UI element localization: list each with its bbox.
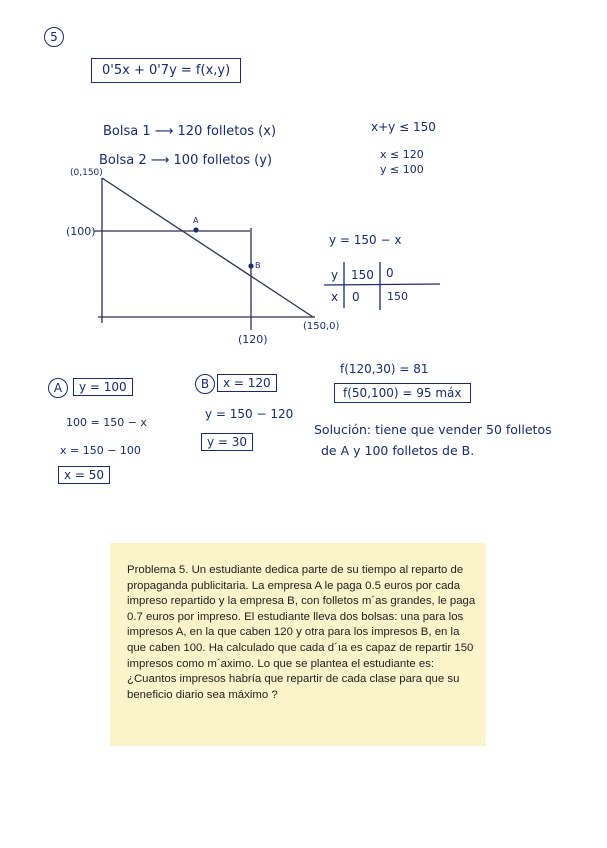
case-a-step1: 100 = 150 − x [66, 416, 147, 429]
constraint-y: y ≤ 100 [380, 163, 424, 176]
table-y-val1: 150 [351, 268, 374, 282]
table-x-val1: 0 [352, 290, 360, 304]
bag-1-text: Bolsa 1 ⟶ 120 folletos (x) [103, 124, 277, 139]
solution-line-2: de A y 100 folletos de B. [321, 443, 475, 458]
label-point-a: A [193, 216, 199, 225]
case-b-label: B [195, 374, 215, 394]
table-y-val2: 0 [386, 266, 394, 280]
case-a-given: y = 100 [73, 378, 133, 396]
line-equation: y = 150 − x [329, 233, 402, 247]
case-a-step2: x = 150 − 100 [60, 444, 141, 457]
case-a-label: A [48, 378, 68, 398]
case-b-result: y = 30 [201, 433, 253, 451]
label-x-level: (120) [238, 333, 268, 346]
table-x-val2: 150 [387, 290, 408, 303]
case-b-marker [195, 373, 215, 394]
problem-number-label: 5 [44, 27, 64, 47]
case-a-result: x = 50 [58, 466, 110, 484]
bag-2-text: Bolsa 2 ⟶ 100 folletos (y) [99, 153, 273, 168]
constraint-x: x ≤ 120 [380, 148, 424, 161]
label-end-point: (150,0) [303, 321, 340, 332]
problem-statement-card [110, 543, 486, 746]
problem-statement-text: Problema 5. Un estudiante dedica parte de su tiempo al reparto de propaganda publicitaria. La empresa A le paga 0.5 euros por cada impreso repartido y la empresa B, con folletos m´as grandes, le paga 0.7 euros por impreso. El estudiante lleva dos bolsas: una para los impresos A, en la que caben 120 y otra para los impresos B, en la que caben 100. Ha calculado que cada d´ıa es capaz de repartir 150 impresos como m´aximo. Lo que se plantea el estudiante es: ¿Cuantos impresos habría que repartir de cada clase para que su beneficio diario sea máximo ? [127, 564, 476, 701]
evaluation-2-max: f(50,100) = 95 máx [334, 383, 471, 403]
solution-line-1: Solución: tiene que vender 50 folletos [314, 422, 552, 437]
label-point-b: B [255, 261, 261, 270]
objective-function: 0'5x + 0'7y = f(x,y) [91, 58, 241, 83]
case-a-marker [48, 377, 68, 398]
label-top-point: (0,150) [70, 168, 103, 178]
constraint-sum: x+y ≤ 150 [371, 120, 436, 134]
evaluation-1: f(120,30) = 81 [340, 362, 429, 376]
case-b-given: x = 120 [217, 374, 277, 392]
case-b-step1: y = 150 − 120 [205, 407, 294, 421]
label-y-level: (100) [66, 225, 96, 238]
table-x-header: x [331, 290, 339, 304]
table-y-header: y [331, 268, 339, 282]
